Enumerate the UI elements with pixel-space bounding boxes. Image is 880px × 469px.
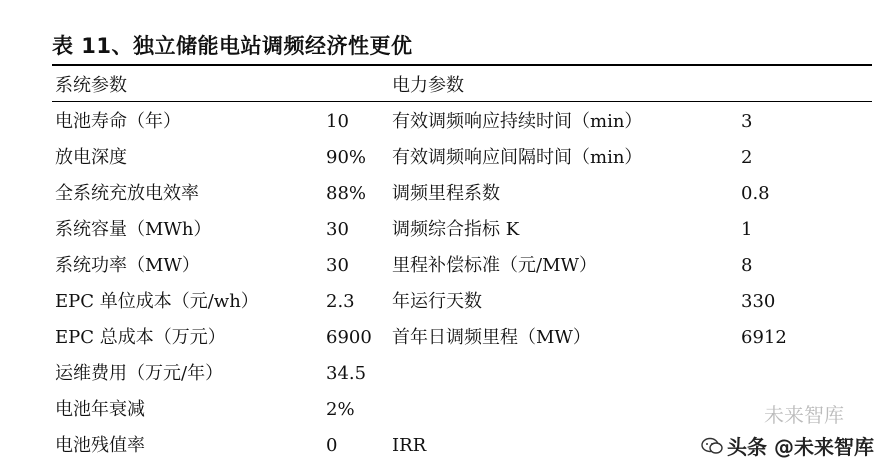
- param-value: 10: [326, 111, 349, 132]
- param-name: 全系统充放电效率: [55, 183, 199, 204]
- param-name: 电池年衰减: [55, 399, 145, 420]
- table-row: [0, 397, 880, 433]
- param-name: EPC 总成本（万元）: [55, 327, 226, 348]
- watermark-label: 头条 @未来智库: [727, 435, 874, 459]
- power-param-value: 3: [741, 111, 753, 132]
- power-param-name: 调频综合指标 K: [392, 219, 520, 240]
- param-name: 电池寿命（年）: [55, 111, 181, 132]
- watermark: [701, 431, 874, 460]
- header-power-params: 电力参数: [392, 75, 464, 96]
- table-row: [0, 181, 880, 217]
- param-name: 电池残值率: [55, 435, 145, 456]
- wechat-icon: [701, 437, 723, 455]
- power-param-value: 8: [741, 255, 753, 276]
- watermark-faint: 未来智库: [764, 403, 844, 427]
- power-param-name: IRR: [392, 435, 427, 456]
- param-name: EPC 单位成本（元/wh）: [55, 291, 259, 312]
- table-row: [0, 217, 880, 253]
- header-rule: [52, 101, 872, 102]
- power-param-name: 里程补偿标准（元/MW）: [392, 255, 597, 276]
- power-param-name: 有效调频响应持续时间（min）: [392, 111, 643, 132]
- table-row: [0, 109, 880, 145]
- param-value: 34.5: [326, 363, 367, 384]
- table-row: [0, 361, 880, 397]
- param-value: 2%: [326, 399, 355, 420]
- table-row: [0, 325, 880, 361]
- table-title: 表 11、独立储能电站调频经济性更优: [52, 34, 413, 58]
- table-row: [0, 289, 880, 325]
- power-param-value: 6912: [741, 327, 787, 348]
- power-param-name: 有效调频响应间隔时间（min）: [392, 147, 643, 168]
- param-value: 90%: [326, 147, 367, 168]
- table-row: [0, 253, 880, 289]
- table-top-rule: [52, 64, 872, 66]
- param-value: 2.3: [326, 291, 355, 312]
- param-value: 30: [326, 219, 349, 240]
- header-system-params: 系统参数: [55, 75, 127, 96]
- param-value: 0: [326, 435, 338, 456]
- param-value: 6900: [326, 327, 372, 348]
- param-name: 系统功率（MW）: [55, 255, 200, 276]
- power-param-value: 1: [741, 219, 753, 240]
- table-row: [0, 145, 880, 181]
- power-param-value: 0.8: [741, 183, 770, 204]
- param-name: 系统容量（MWh）: [55, 219, 212, 240]
- param-name: 运维费用（万元/年）: [55, 363, 224, 384]
- power-param-name: 首年日调频里程（MW）: [392, 327, 591, 348]
- power-param-value: 2: [741, 147, 753, 168]
- param-name: 放电深度: [55, 147, 127, 168]
- power-param-name: 年运行天数: [392, 291, 482, 312]
- param-value: 30: [326, 255, 349, 276]
- power-param-value: 330: [741, 291, 776, 312]
- param-value: 88%: [326, 183, 367, 204]
- power-param-name: 调频里程系数: [392, 183, 500, 204]
